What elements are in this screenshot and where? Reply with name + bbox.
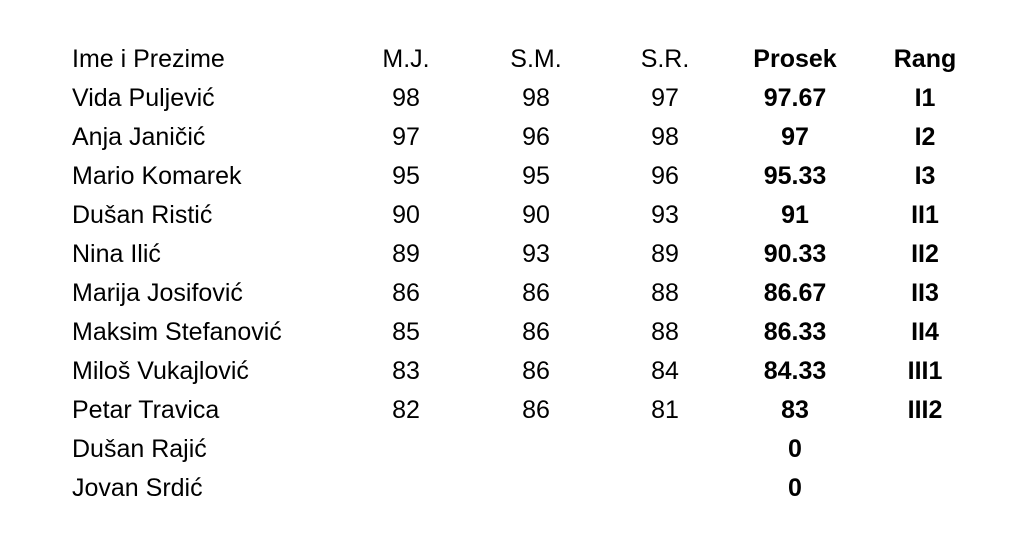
grade-sr: 84 (651, 357, 679, 385)
grade-sr: 81 (651, 396, 679, 424)
table-row (0, 469, 1024, 508)
grade-sr (615, 469, 715, 508)
student-name: Mario Komarek (72, 162, 242, 190)
average: 97.67 (763, 84, 827, 112)
grade-mj: 97 (392, 123, 420, 151)
grade-mj: 85 (392, 318, 420, 346)
student-name: Vida Puljević (72, 84, 215, 112)
grade-sm: 86 (522, 396, 550, 424)
grade-mj (356, 430, 456, 469)
grade-sr (615, 430, 715, 469)
grade-sm (486, 430, 586, 469)
average: 90.33 (763, 240, 827, 268)
grade-mj: 89 (392, 240, 420, 268)
student-name: Maksim Stefanović (72, 318, 282, 346)
grade-mj: 95 (392, 162, 420, 190)
average: 86.67 (763, 279, 827, 307)
student-name: Petar Travica (72, 396, 220, 424)
rank: I2 (914, 123, 936, 151)
student-name: Jovan Srdić (72, 474, 203, 502)
grade-sm: 86 (522, 318, 550, 346)
table-row (0, 118, 1024, 157)
average: 0 (788, 435, 802, 463)
table-row (0, 157, 1024, 196)
rank (870, 469, 980, 508)
student-name: Dušan Rajić (72, 435, 207, 463)
rank: I3 (914, 162, 936, 190)
average: 91 (781, 201, 809, 229)
grade-sm: 96 (522, 123, 550, 151)
grade-sr: 96 (651, 162, 679, 190)
average: 83 (781, 396, 809, 424)
grade-sr: 88 (651, 279, 679, 307)
grade-mj: 82 (392, 396, 420, 424)
grade-sm: 93 (522, 240, 550, 268)
grade-mj: 90 (392, 201, 420, 229)
rank: I1 (914, 84, 936, 112)
average: 97 (781, 123, 809, 151)
header-name: Ime i Prezime (72, 45, 225, 73)
table-row (0, 235, 1024, 274)
header-prosek: Prosek (753, 45, 837, 73)
grade-sm (486, 469, 586, 508)
table-row (0, 352, 1024, 391)
student-name: Dušan Ristić (72, 201, 213, 229)
grade-mj: 83 (392, 357, 420, 385)
grade-sm: 95 (522, 162, 550, 190)
header-mj: M.J. (382, 45, 430, 73)
student-name: Miloš Vukajlović (72, 357, 249, 385)
table-row (0, 274, 1024, 313)
grade-sm: 98 (522, 84, 550, 112)
grade-sr: 89 (651, 240, 679, 268)
average: 86.33 (763, 318, 827, 346)
rank: II4 (911, 318, 939, 346)
grade-sm: 90 (522, 201, 550, 229)
header-sm: S.M. (510, 45, 562, 73)
header-rang: Rang (893, 45, 957, 73)
header-row (0, 40, 1024, 79)
grade-sr: 93 (651, 201, 679, 229)
grade-sm: 86 (522, 357, 550, 385)
average: 0 (788, 474, 802, 502)
student-name: Nina Ilić (72, 240, 161, 268)
grade-mj (356, 469, 456, 508)
rank: II2 (911, 240, 939, 268)
average: 95.33 (763, 162, 827, 190)
rank: II1 (911, 201, 939, 229)
grade-sr: 88 (651, 318, 679, 346)
grade-sr: 97 (651, 84, 679, 112)
table-row (0, 313, 1024, 352)
rank: III2 (907, 396, 943, 424)
table-row (0, 196, 1024, 235)
grade-mj: 98 (392, 84, 420, 112)
table-row (0, 391, 1024, 430)
student-name: Anja Janičić (72, 123, 206, 151)
rank: III1 (907, 357, 943, 385)
grade-sm: 86 (522, 279, 550, 307)
grade-mj: 86 (392, 279, 420, 307)
table-row (0, 430, 1024, 469)
grade-sr: 98 (651, 123, 679, 151)
student-name: Marija Josifović (72, 279, 243, 307)
table-row (0, 79, 1024, 118)
rank (870, 430, 980, 469)
rank: II3 (911, 279, 939, 307)
header-sr: S.R. (640, 45, 690, 73)
average: 84.33 (763, 357, 827, 385)
